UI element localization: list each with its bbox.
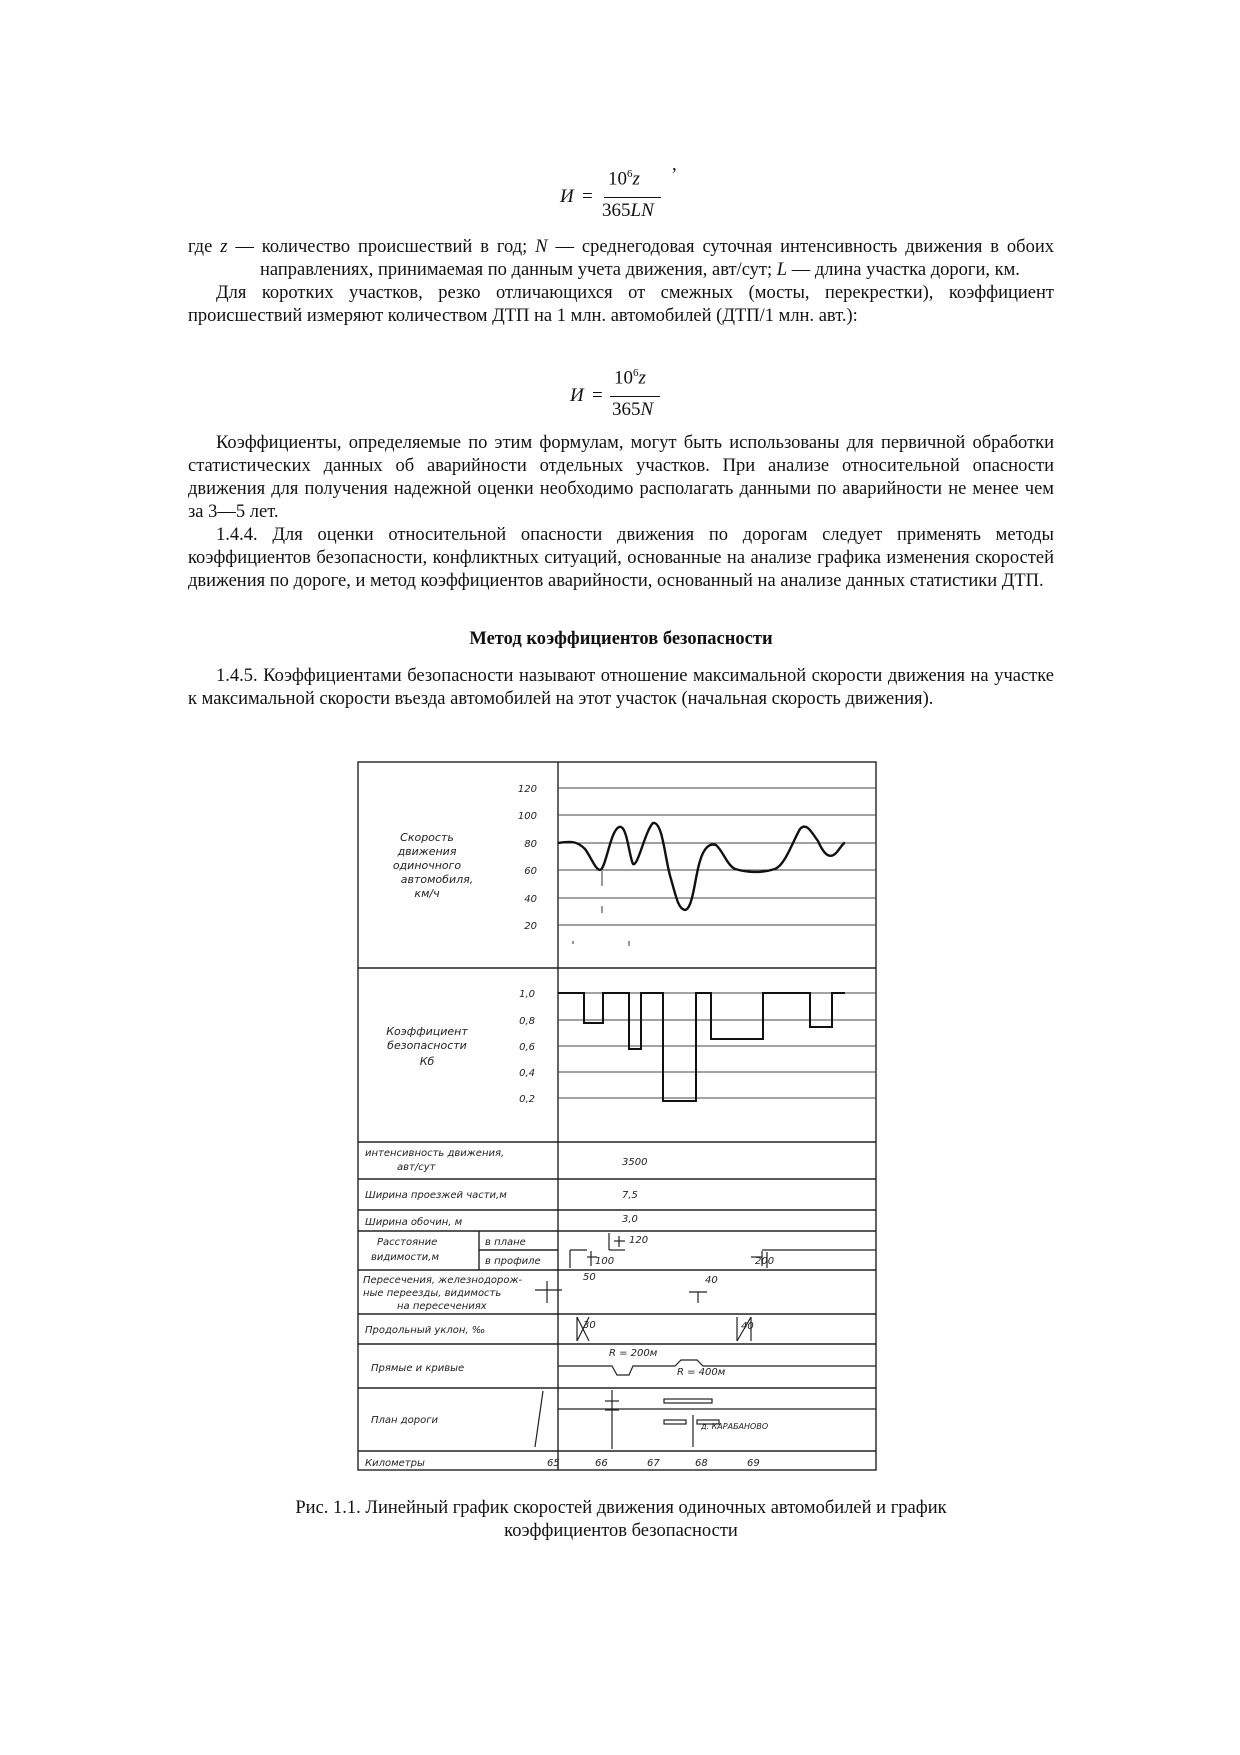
kilometre-label: 65: [547, 1458, 560, 1469]
crossing-visibility-value: 40: [705, 1275, 718, 1286]
figure-caption: [188, 1497, 1054, 1543]
speed-tick-label: 80: [524, 839, 537, 850]
row-label-grade: Продольный уклон, ‰: [365, 1325, 486, 1336]
kb-tick-label: 1,0: [519, 989, 535, 1000]
paragraph-1-4-4: 1.4.4. Для оценки относительной опасности движения по дорогам следует применять методы коэффициентов безопасности, конфликтных ситуаций, основанные на анализе графика изменения скоростей движения по дороге, и метод коэффициентов аварийности, основанный на анализе данных статистики ДТП.: [188, 525, 1054, 591]
carriageway-width-value: 7,5: [622, 1190, 638, 1201]
caption-line: коэффициентов безопасности: [504, 1521, 738, 1541]
kb-axis-label: Коэффициент: [386, 1025, 468, 1038]
speed-tick-label: 120: [517, 784, 537, 795]
paragraph-where: где z — количество происшествий в год; N — среднегодовая суточная интенсивность движения в обоих направлениях, принимаемая по данным учета движения, авт/сут; L — длина участка дороги, км.: [188, 237, 1054, 280]
kb-axis-label: безопасности: [387, 1039, 467, 1052]
grade-value: 40: [741, 1321, 754, 1332]
speed-tick-label: 20: [524, 921, 537, 932]
speed-tick-label: 60: [524, 866, 537, 877]
formula-denominator: 365LN: [602, 200, 654, 221]
body-text-1: [188, 236, 1054, 328]
row-label-kilometres: Километры: [365, 1458, 425, 1469]
formula-numerator: $10^6z$: [614, 367, 646, 389]
curve-radius-value: R = 200м: [609, 1348, 658, 1359]
speed-tick-label: 100: [517, 811, 537, 822]
speed-axis-label: Скорость: [400, 831, 454, 844]
row-label-visibility: Расстояние: [377, 1237, 438, 1248]
curve-radius-value: R = 400м: [677, 1367, 726, 1378]
kb-tick-label: 0,6: [519, 1042, 535, 1053]
row-label-crossings: ные переезды, видимость: [363, 1288, 502, 1299]
speed-axis-label: автомобиля,: [400, 873, 474, 886]
kb-tick-label: 0,4: [519, 1068, 535, 1079]
formula-accident-rate-length: [560, 154, 700, 228]
formula-equals: =: [592, 385, 603, 406]
crossing-visibility-value: 50: [583, 1272, 596, 1283]
formula-comma: ,: [672, 154, 677, 175]
paragraph-short-sections: Для коротких участков, резко отличающихся от смежных (мосты, перекрестки), коэффициент происшествий измеряют количеством ДТП на 1 млн. автомобилей (ДТП/1 млн. авт.):: [188, 283, 1054, 326]
plan-place-name: д. КАРАБАНОВО: [701, 1422, 769, 1431]
formula-lhs: И: [570, 385, 584, 406]
row-label-intensity: авт/сут: [397, 1162, 436, 1173]
row-label-intensity: интенсивность движения,: [365, 1148, 505, 1159]
paragraph-coefficients: Коэффициенты, определяемые по этим формулам, могут быть использованы для первичной обработки статистических данных об аварийности отдельных участков. При анализе относительной опасности движения для получения надежной оценки необходимо располагать данными по аварийности не менее чем за 3—5 лет.: [188, 433, 1054, 522]
kilometre-label: 67: [647, 1458, 660, 1469]
intensity-value: 3500: [622, 1157, 648, 1168]
row-label-curves: Прямые и кривые: [371, 1363, 465, 1374]
formula-numerator: $10^6z$: [608, 168, 640, 190]
kb-axis-label: Кб: [419, 1055, 435, 1068]
speed-and-safety-chart-figure: [357, 761, 877, 1471]
body-text-2: [188, 432, 1054, 593]
shoulder-width-value: 3,0: [622, 1214, 638, 1225]
row-label-crossings: Пересечения, железнодорож-: [363, 1275, 523, 1286]
kb-tick-label: 0,8: [519, 1016, 535, 1027]
visibility-profile-value: 200: [755, 1256, 775, 1267]
kilometre-label: 68: [695, 1458, 708, 1469]
kb-step-line: [558, 993, 845, 1101]
speed-axis-label: движения: [397, 845, 457, 858]
paragraph-1-4-5: 1.4.5. Коэффициентами безопасности называют отношение максимальной скорости движения на участке к максимальной скорости въезда автомобилей на этот участок (начальная скорость движения).: [188, 666, 1054, 709]
row-label-visibility-profile: в профиле: [485, 1256, 541, 1267]
grade-value: 30: [583, 1320, 596, 1331]
row-label-carriageway-width: Ширина проезжей части,м: [365, 1190, 507, 1201]
row-label-shoulder-width: Ширина обочин, м: [365, 1217, 463, 1228]
formula-equals: =: [582, 186, 593, 207]
kilometre-label: 66: [595, 1458, 608, 1469]
row-label-visibility-plan: в плане: [485, 1237, 526, 1248]
row-label-visibility: видимости,м: [371, 1252, 440, 1263]
section-heading: Метод коэффициентов безопасности: [469, 629, 773, 649]
row-label-crossings: на пересечениях: [397, 1301, 487, 1312]
formula-lhs: И: [560, 186, 574, 207]
body-text-3: [188, 665, 1054, 711]
row-label-road-plan: План дороги: [371, 1415, 439, 1426]
formula-accident-rate-vehicles: [570, 367, 680, 427]
formula-denominator: 365N: [612, 399, 654, 420]
caption-line: Рис. 1.1. Линейный график скоростей движения одиночных автомобилей и график: [295, 1498, 947, 1518]
kb-tick-label: 0,2: [519, 1094, 535, 1105]
speed-axis-label: км/ч: [414, 887, 440, 900]
kilometre-label: 69: [747, 1458, 760, 1469]
speed-curve: [558, 823, 845, 910]
visibility-profile-value: 100: [595, 1256, 615, 1267]
fraction-bar: [604, 197, 661, 198]
speed-axis-label: одиночного: [392, 859, 462, 872]
fraction-bar: [610, 396, 660, 397]
speed-tick-label: 40: [524, 894, 537, 905]
visibility-plan-value: 120: [629, 1235, 649, 1246]
